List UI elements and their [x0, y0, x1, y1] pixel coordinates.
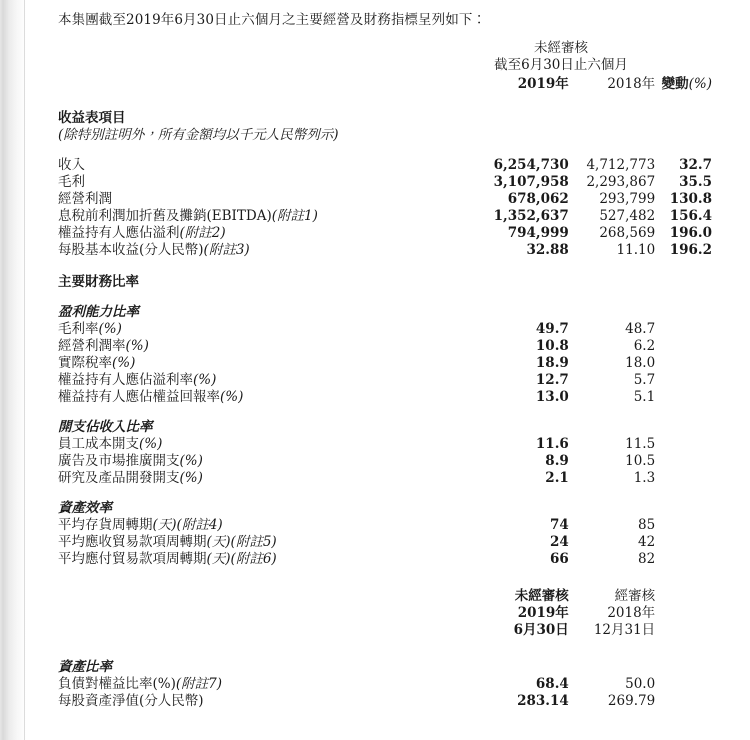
- row-label-gross-margin: 毛利率(%): [58, 321, 122, 337]
- row-value-2019: 2.1: [545, 470, 569, 486]
- bottom-header-unaudited: 未經審核: [514, 588, 569, 604]
- row-label-effective-tax-rate: 實際稅率(%): [58, 355, 136, 371]
- row-label-profit-attributable: 權益持有人應佔溢利(附註2): [58, 225, 226, 241]
- row-label-operating-profit: 經營利潤: [58, 191, 112, 207]
- asset-ratios-table: [0, 659, 750, 710]
- bottom-header-date-jun30: 6月30日: [513, 622, 569, 638]
- row-value-2018: 11.5: [625, 436, 656, 452]
- row-label-inventory-turnover: 平均存貨周轉期(天)(附註4): [58, 517, 223, 533]
- row-value-2018: 5.1: [633, 389, 656, 405]
- bottom-header-year-2019: 2019年: [517, 605, 569, 621]
- row-value-2018: 50.0: [625, 676, 656, 692]
- section-title-row: [0, 274, 750, 291]
- row-value-2018: 1.3: [633, 470, 656, 486]
- row-label-receivables-turnover: 平均應收貿易款項周轉期(天)(附註5): [58, 534, 277, 550]
- top-header-col-2018: 2018年: [607, 76, 656, 92]
- table-row: [0, 208, 750, 225]
- row-value-2019: 24: [550, 534, 569, 550]
- table-row: [0, 76, 750, 93]
- bottom-header-audited: 經審核: [614, 588, 656, 604]
- table-row: [0, 355, 750, 372]
- group-title-expense-ratios: 開支佔收入比率: [58, 419, 153, 435]
- table-row: [0, 551, 750, 568]
- table-row: [0, 436, 750, 453]
- bottom-header-date-dec31: 12月31日: [593, 622, 656, 638]
- table-row: [0, 605, 750, 622]
- group-title-row: [0, 419, 750, 436]
- top-header-change-label: 變動: [661, 76, 689, 92]
- row-value-2019: 794,999: [507, 225, 569, 241]
- row-value-2019: 6,254,730: [493, 157, 569, 173]
- table-row: [0, 174, 750, 191]
- table-row: [0, 191, 750, 208]
- group-title-row: [0, 304, 750, 321]
- table-row: [0, 470, 750, 487]
- table-row: [0, 338, 750, 355]
- row-value-2019: 12.7: [535, 372, 569, 388]
- table-row: [0, 622, 750, 639]
- row-label-return-on-equity: 權益持有人應佔權益回報率(%): [58, 389, 244, 405]
- table-row: [0, 453, 750, 470]
- row-value-2018: 4,712,773: [586, 157, 656, 173]
- row-value-2018: 2,293,867: [586, 174, 656, 190]
- key-ratios-table: [0, 274, 750, 568]
- row-label-operating-margin: 經營利潤率(%): [58, 338, 149, 354]
- table-row: [0, 534, 750, 551]
- spacer-row: [0, 487, 750, 500]
- row-value-2018: 527,482: [599, 208, 656, 224]
- row-value-change: 35.5: [679, 174, 712, 190]
- row-label-nav-per-share: 每股資產淨值(分人民幣): [58, 693, 204, 709]
- row-label-payables-turnover: 平均應付貿易款項周轉期(天)(附註6): [58, 551, 277, 567]
- row-value-2019: 3,107,958: [493, 174, 569, 190]
- header-spacer-cell: [0, 76, 476, 93]
- row-value-change: 130.8: [669, 191, 712, 207]
- row-label-net-margin-attributable: 權益持有人應佔溢利率(%): [58, 372, 217, 388]
- bottom-header-line-3: [0, 622, 750, 639]
- bottom-header-line-2: [0, 605, 750, 622]
- row-value-2018: 18.0: [625, 355, 656, 371]
- row-value-2018: 11.10: [616, 242, 656, 258]
- section-title-row: [0, 110, 750, 127]
- row-value-2019: 66: [550, 551, 569, 567]
- table-row: [0, 372, 750, 389]
- row-value-2019: 18.9: [535, 355, 569, 371]
- row-value-2018: 268,569: [599, 225, 656, 241]
- group-title-profitability: 盈利能力比率: [58, 304, 139, 320]
- spacer-row: [0, 144, 750, 157]
- row-label-debt-to-equity: 負債對權益比率(%)(附註7): [58, 676, 222, 692]
- row-value-2019: 74: [550, 517, 569, 533]
- row-label-basic-eps: 每股基本收益(分人民幣)(附註3): [58, 242, 250, 258]
- section-subtitle-row: [0, 127, 750, 144]
- row-value-2018: 85: [637, 517, 656, 533]
- row-label-revenue: 收入: [58, 157, 85, 173]
- spacer-row: [0, 406, 750, 419]
- row-value-2019: 11.6: [535, 436, 569, 452]
- bottom-header-line-1: [0, 588, 750, 605]
- table-row: [0, 588, 750, 605]
- row-value-2018: 293,799: [599, 191, 656, 207]
- spacer-row: [0, 291, 750, 304]
- group-title-row: [0, 659, 750, 676]
- income-statement-title: 收益表項目: [58, 110, 126, 126]
- row-value-2018: 5.7: [633, 372, 656, 388]
- row-value-2019: 10.8: [535, 338, 569, 354]
- row-value-change: 196.2: [669, 242, 712, 258]
- group-title-row: [0, 500, 750, 517]
- top-header-period: 截至6月30日止六個月: [494, 57, 628, 73]
- income-statement-table: [0, 110, 750, 259]
- row-label-advertising-expense: 廣告及市場推廣開支(%): [58, 453, 203, 469]
- row-label-ebitda: 息稅前利潤加折舊及攤銷(EBITDA)(附註1): [58, 208, 318, 224]
- row-value-2019: 283.14: [517, 693, 569, 709]
- group-title-asset-ratios: 資產比率: [58, 659, 112, 675]
- table-row: [0, 389, 750, 406]
- table-row: [0, 242, 750, 259]
- top-header-columns: [0, 76, 750, 93]
- row-value-2018: 269.79: [607, 693, 656, 709]
- table-row: [0, 517, 750, 534]
- table-row: [0, 693, 750, 710]
- row-value-2019: 32.88: [526, 242, 569, 258]
- row-label-rnd-expense: 研究及產品開發開支(%): [58, 470, 203, 486]
- table-row: [0, 676, 750, 693]
- group-title-asset-efficiency: 資產效率: [58, 500, 112, 516]
- table-row: [0, 225, 750, 242]
- top-header-col-2019: 2019年: [517, 76, 569, 92]
- row-value-2018: 10.5: [625, 453, 656, 469]
- top-header-unaudited: 未經審核: [534, 40, 588, 56]
- row-value-change: 156.4: [669, 208, 712, 224]
- key-ratios-title: 主要財務比率: [58, 274, 139, 290]
- row-value-2018: 48.7: [625, 321, 656, 337]
- intro-paragraph: 本集團截至2019年6月30日止六個月之主要經營及財務指標呈列如下：: [58, 12, 487, 28]
- row-value-2019: 1,352,637: [493, 208, 569, 224]
- row-value-2018: 6.2: [633, 338, 656, 354]
- row-label-staff-cost: 員工成本開支(%): [58, 436, 163, 452]
- row-value-change: 196.0: [669, 225, 712, 241]
- row-value-2019: 8.9: [545, 453, 569, 469]
- row-value-2019: 68.4: [535, 676, 569, 692]
- row-value-2019: 13.0: [535, 389, 569, 405]
- income-statement-subtitle: (除特別註明外，所有金額均以千元人民幣列示): [58, 127, 339, 143]
- row-value-2018: 42: [637, 534, 656, 550]
- top-header-change-unit: (%): [688, 76, 712, 92]
- bottom-header-year-2018: 2018年: [607, 605, 656, 621]
- row-value-2018: 82: [637, 551, 656, 567]
- row-value-change: 32.7: [679, 157, 712, 173]
- row-value-2019: 678,062: [507, 191, 569, 207]
- row-label-gross-profit: 毛利: [58, 174, 85, 190]
- table-row: [0, 321, 750, 338]
- top-header-col-change: [655, 76, 750, 93]
- table-row: [0, 157, 750, 174]
- row-value-2019: 49.7: [535, 321, 569, 337]
